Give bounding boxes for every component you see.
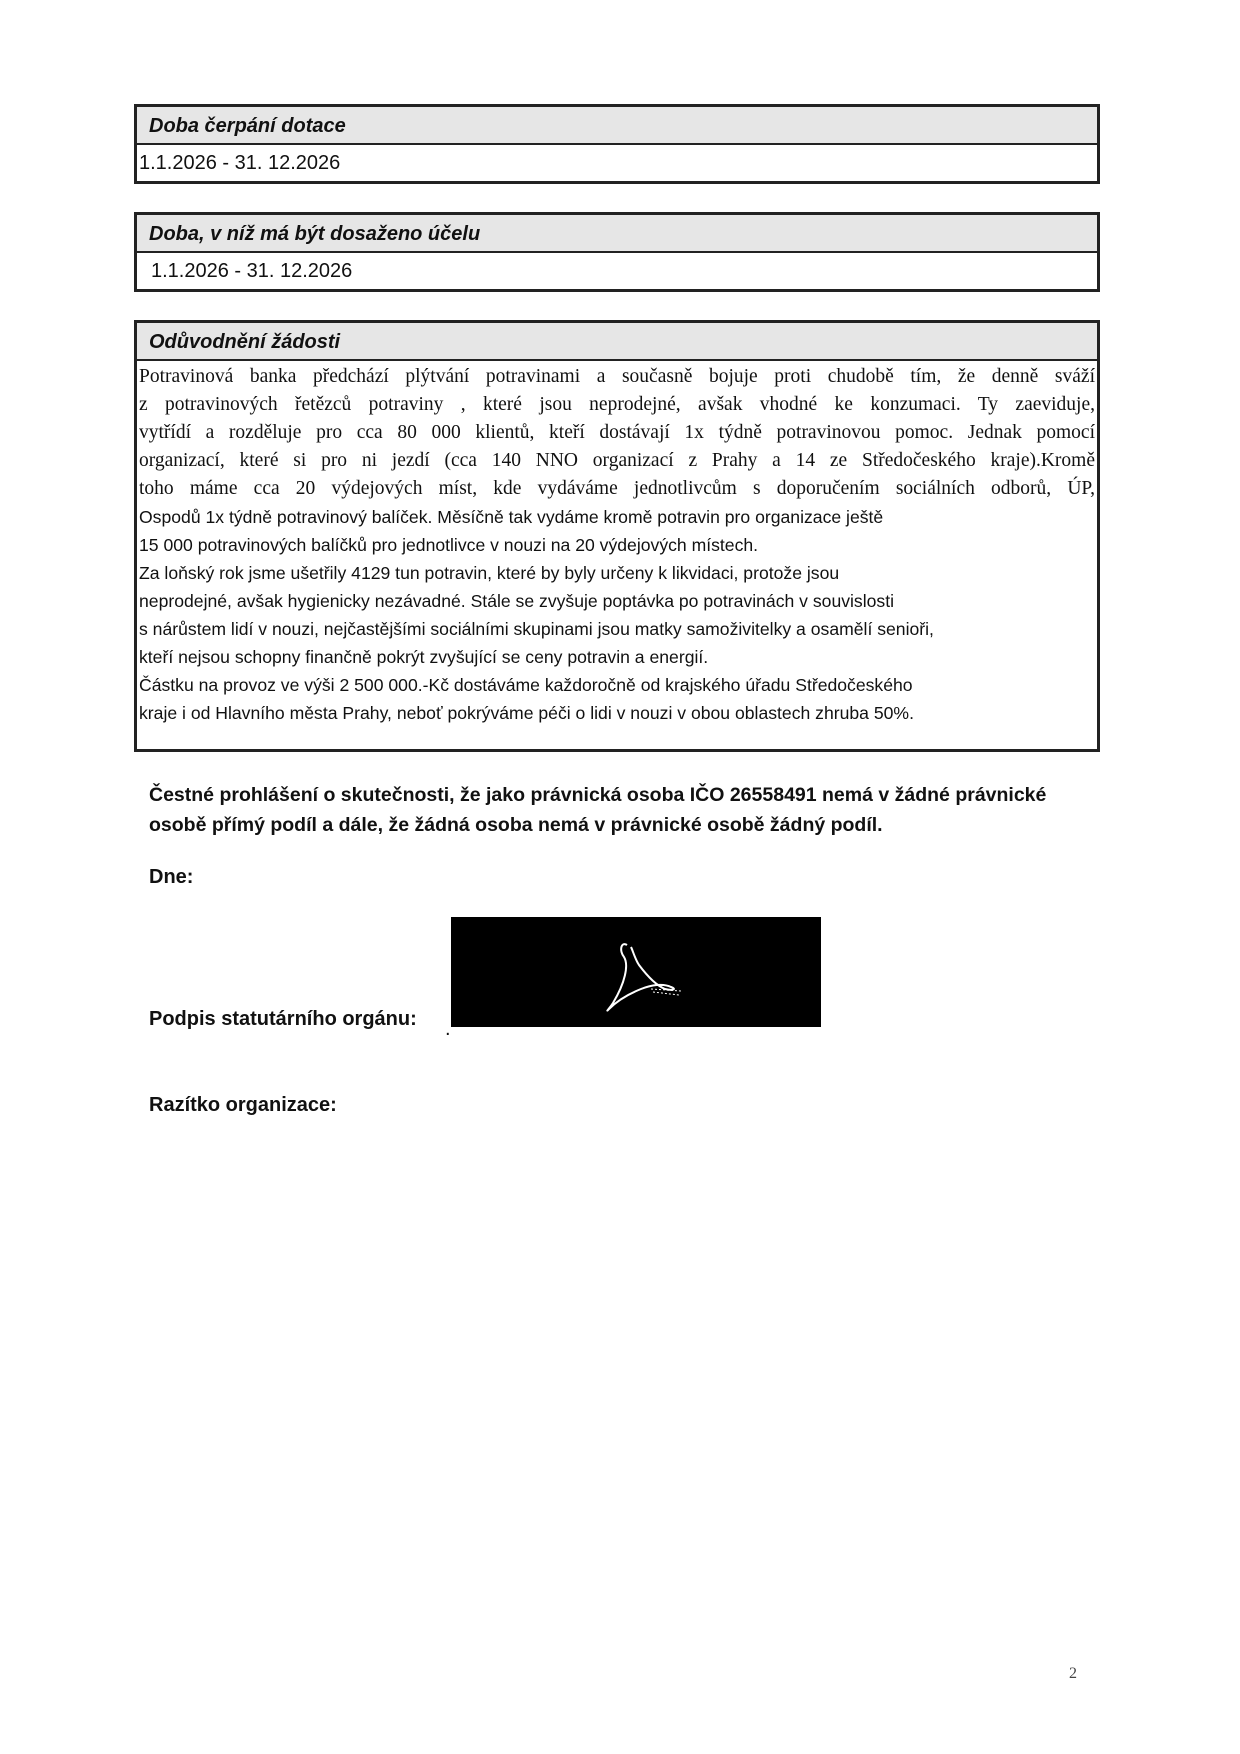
section-doba-cerpani [134,104,1100,184]
signature-dot: . [445,1018,451,1040]
section-title: Odůvodnění žádosti [137,323,1097,361]
text-line: z potravinových řetězců potraviny , které jsou neprodejné, avšak vhodné ke konzumaci. Ty zaeviduje, [139,394,1095,415]
stamp-label: Razítko organizace: [149,1094,337,1116]
section-title: Doba čerpání dotace [137,107,1097,145]
text-line: neprodejné, avšak hygienicky nezávadné. Stále se zvyšuje poptávka po potravinách v souvislosti [139,591,895,611]
text-line: s nárůstem lidí v nouzi, nejčastějšími sociálními skupinami jsou matky samoživitelky a osamělí senioři, [139,619,934,639]
declaration-line: osobě přímý podíl a dále, že žádná osoba nemá v právnické osobě žádný podíl. [149,814,883,836]
text-line: Za loňský rok jsme ušetřily 4129 tun potravin, které by byly určeny k likvidaci, protože jsou [139,563,840,583]
text-line: Částku na provoz ve výši 2 500 000.-Kč dostáváme každoročně od krajského úřadu Středočeského [139,675,913,695]
page-number: 2 [1069,1665,1077,1682]
section-doba-ucelu [134,212,1100,292]
acrobat-signature-icon [591,937,691,1017]
text-line: vytřídí a rozděluje pro cca 80 000 klientů, kteří dostávají 1x týdně potravinovou pomoc. Jednak pomocí [139,422,1095,443]
text-line: kraje i od Hlavního města Prahy, neboť pokrýváme péči o lidi v nouzi v obou oblastech zhruba 50%. [139,703,914,723]
text-line: 15 000 potravinových balíčků pro jednotlivce v nouzi na 20 výdejových místech. [139,535,759,555]
declaration-line: Čestné prohlášení o skutečnosti, že jako právnická osoba IČO 26558491 nemá v žádné právnické [149,784,1047,806]
date-label: Dne: [149,866,194,888]
justification-text [137,361,1097,727]
section-title: Doba, v níž má být dosaženo účelu [137,215,1097,253]
honor-declaration [149,780,1089,840]
text-line: kteří nejsou schopny finančně pokrýt zvyšující se ceny potravin a energií. [139,647,709,667]
text-line: Ospodů 1x týdně potravinový balíček. Měsíčně tak vydáme kromě potravin pro organizace ještě [139,507,884,527]
signature-image [451,917,821,1027]
section-value: 1.1.2026 - 31. 12.2026 [151,260,353,282]
section-value: 1.1.2026 - 31. 12.2026 [139,152,341,174]
text-line: organizací, které si pro ni jezdí (cca 140 NNO organizací z Prahy a 14 ze Středočeského kraje).Kromě [139,450,1095,471]
text-line: toho máme cca 20 výdejových míst, kde vydáváme jednotlivcům s doporučením sociálních odborů, ÚP, [139,478,1095,499]
text-line: Potravinová banka předchází plýtvání potravinami a současně bojuje proti chudobě tím, že denně sváží [139,366,1095,387]
section-oduvodneni [134,320,1100,752]
signature-label: Podpis statutárního orgánu: [149,1008,417,1030]
